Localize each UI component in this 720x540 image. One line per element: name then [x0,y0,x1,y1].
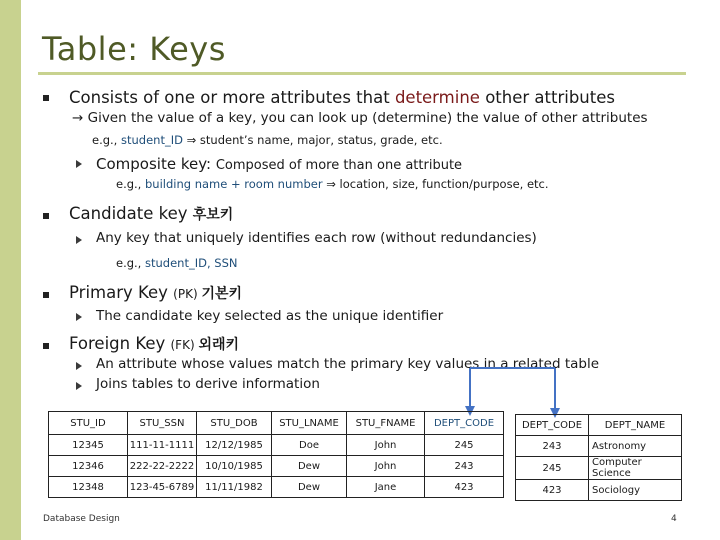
bullet-triangle-icon [76,382,82,390]
table-cell: Astronomy [589,436,682,457]
table-row [49,435,504,456]
table-cell: 123-45-6789 [128,477,197,498]
table-row [516,457,682,480]
table-cell: Jane [347,477,425,498]
bullet-square-icon [43,213,49,219]
table-cell: 243 [425,456,504,477]
slide-title: Table: Keys [42,30,226,68]
bullet-foreign-sub1: An attribute whose values match the primary key values in a related table [96,356,600,372]
table-header-row [516,415,682,436]
bullet-given: → Given the value of a key, you can look up (determine) the value of other attributes [72,110,648,126]
table-row [49,456,504,477]
table-header-cell: STU_ID [49,412,128,435]
table-cell: Dew [272,477,347,498]
determine-highlight: determine [394,88,480,107]
implies-arrow-icon: ⇒ [326,177,336,191]
table-cell: 12348 [49,477,128,498]
footer-text: Database Design [43,514,120,524]
table-header-cell: DEPT_NAME [589,415,682,436]
bullet-square-icon [43,95,49,101]
table-cell: 245 [425,435,504,456]
table-row [49,477,504,498]
bullet-foreign-sub2: Joins tables to derive information [96,376,320,392]
table-cell: 12/12/1985 [197,435,272,456]
table-cell: 222-22-2222 [128,456,197,477]
title-rule [38,72,686,75]
table-header-cell: DEPT_CODE [425,412,504,435]
bullet-triangle-icon [76,160,82,168]
table-cell: 12346 [49,456,128,477]
example-candidate: e.g., student_ID, SSN [116,256,238,270]
bullet-triangle-icon [76,362,82,370]
table-cell: 10/10/1985 [197,456,272,477]
bullet-composite: Composite key: Composed of more than one attribute [96,155,463,173]
bullet-square-icon [43,292,49,298]
bullet-primary: Primary Key (PK) 기본키 [69,283,243,302]
page-number: 4 [671,514,677,524]
accent-bar [0,0,21,540]
table-header-cell: STU_DOB [197,412,272,435]
table-header-cell: STU_LNAME [272,412,347,435]
bullet-primary-sub: The candidate key selected as the unique identifier [96,308,444,324]
table-cell: Sociology [589,480,682,501]
table-header-cell: DEPT_CODE [516,415,589,436]
bullet-triangle-icon [76,236,82,244]
table-cell: Dew [272,456,347,477]
table-header-row [49,412,504,435]
table-cell: 111-11-1111 [128,435,197,456]
table-cell: 245 [516,457,589,480]
bullet-triangle-icon [76,313,82,321]
table-cell: Doe [272,435,347,456]
table-cell: Computer Science [589,457,682,480]
table-row [516,480,682,501]
table-cell: 423 [425,477,504,498]
table-header-cell: STU_FNAME [347,412,425,435]
department-table [515,414,682,501]
table-cell: 243 [516,436,589,457]
bullet-candidate-sub: Any key that uniquely identifies each row (without redundancies) [96,230,537,246]
table-cell: 12345 [49,435,128,456]
student-table [48,411,504,498]
table-cell: John [347,456,425,477]
table-cell: John [347,435,425,456]
table-cell: 11/11/1982 [197,477,272,498]
example-student-id: e.g., student_ID ⇒ student’s name, major, status, grade, etc. [92,133,443,147]
table-row [516,436,682,457]
bullet-consists: Consists of one or more attributes that determine other attributes [69,88,615,107]
implies-arrow-icon: ⇒ [186,133,197,147]
right-arrow-icon: → [72,110,84,126]
table-cell: 423 [516,480,589,501]
example-building: e.g., building name + room number ⇒ location, size, function/purpose, etc. [116,177,549,191]
bullet-candidate: Candidate key 후보키 [69,204,234,223]
bullet-foreign: Foreign Key (FK) 외래키 [69,334,240,353]
table-header-cell: STU_SSN [128,412,197,435]
bullet-square-icon [43,343,49,349]
